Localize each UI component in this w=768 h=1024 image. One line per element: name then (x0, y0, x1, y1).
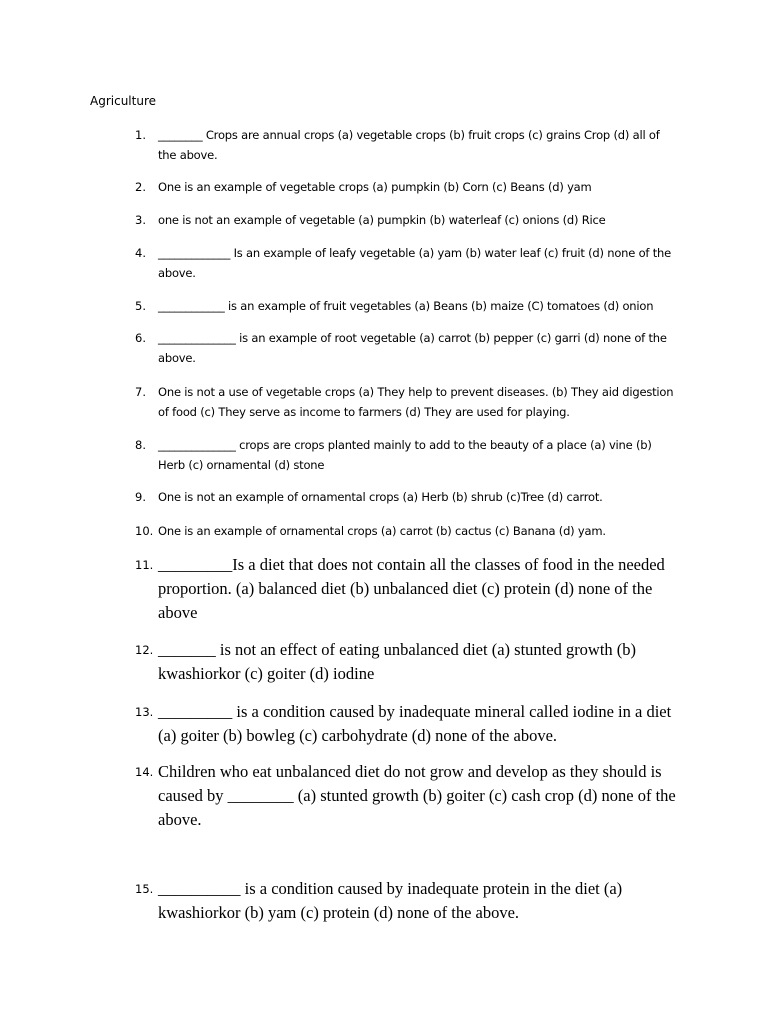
question-text: One is not a use of vegetable crops (a) They help to prevent diseases. (b) They aid digestion of food (c) They serve as income to farmers (d) They are used for playing. (158, 385, 674, 419)
question-text: One is an example of vegetable crops (a) pumpkin (b) Corn (c) Beans (d) yam (158, 180, 592, 194)
question-text: _____________ Is an example of leafy vegetable (a) yam (b) water leaf (c) fruit (d) none of the above. (158, 246, 672, 280)
page-title: Agriculture (90, 94, 156, 108)
question-text: _________ is a condition caused by inadequate mineral called iodine in a diet (a) goiter (b) bowleg (c) carbohydrate (d) none of the above. (158, 702, 672, 745)
question-text: One is an example of ornamental crops (a) carrot (b) cactus (c) Banana (d) yam. (158, 524, 606, 538)
question-number: 6. (135, 331, 146, 345)
question-text: Children who eat unbalanced diet do not grow and develop as they should is caused by ________ (a) stunted growth (b) goiter (c) cash crop (d) none of the above. (158, 762, 676, 829)
question-text: _______ is not an effect of eating unbalanced diet (a) stunted growth (b) kwashiorkor (c) goiter (d) iodine (158, 640, 637, 683)
question-number: 2. (135, 180, 146, 194)
question-text: ________ Crops are annual crops (a) vegetable crops (b) fruit crops (c) grains Crop (d) all of the above. (158, 128, 660, 162)
question-number: 8. (135, 438, 146, 452)
question-number: 11. (135, 558, 154, 572)
question-number: 1. (135, 128, 146, 142)
question-text: ______________ crops are crops planted mainly to add to the beauty of a place (a) vine (b) Herb (c) ornamental (d) stone (158, 438, 652, 472)
question-number: 9. (135, 490, 146, 504)
question-text: ______________ is an example of root vegetable (a) carrot (b) pepper (c) garri (d) none of the above. (158, 331, 667, 365)
question-number: 15. (135, 882, 154, 896)
question-number: 5. (135, 299, 146, 313)
question-number: 4. (135, 246, 146, 260)
question-number: 12. (135, 643, 154, 657)
question-text: one is not an example of vegetable (a) pumpkin (b) waterleaf (c) onions (d) Rice (158, 213, 606, 227)
question-number: 14. (135, 765, 154, 779)
question-number: 10. (135, 524, 154, 538)
question-number: 13. (135, 705, 154, 719)
question-text: One is not an example of ornamental crops (a) Herb (b) shrub (c)Tree (d) carrot. (158, 490, 603, 504)
question-text: _________Is a diet that does not contain all the classes of food in the needed proportion. (a) balanced diet (b) unbalanced diet (c) protein (d) none of the above (158, 555, 665, 622)
question-number: 3. (135, 213, 146, 227)
question-text: ____________ is an example of fruit vegetables (a) Beans (b) maize (C) tomatoes (d) onion (158, 299, 654, 313)
question-text: __________ is a condition caused by inadequate protein in the diet (a) kwashiorkor (b) yam (c) protein (d) none of the above. (158, 879, 623, 922)
question-number: 7. (135, 385, 146, 399)
